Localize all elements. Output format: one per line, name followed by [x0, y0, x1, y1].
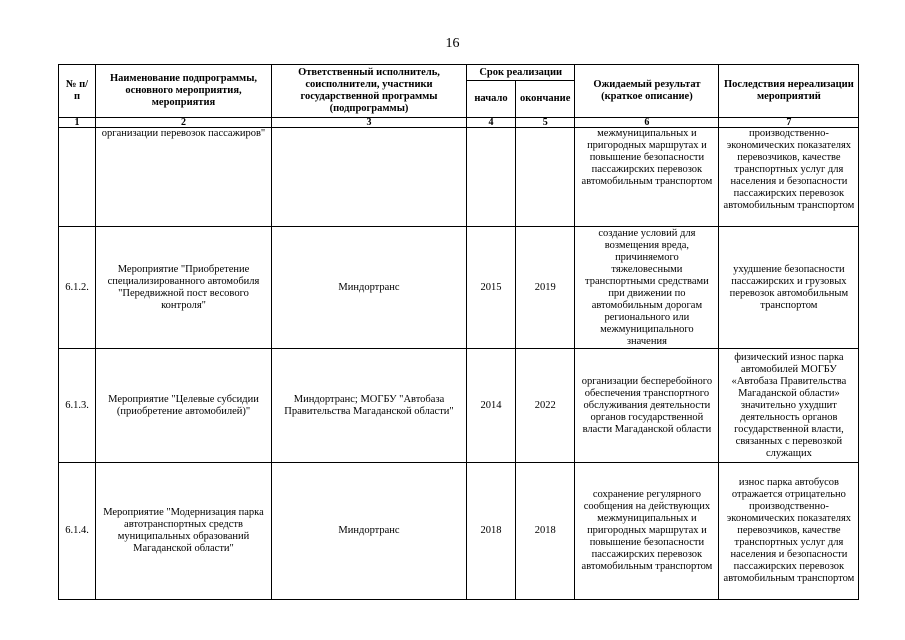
- row-end: 2022: [516, 349, 575, 463]
- row-executor: Миндортранс: [272, 463, 467, 600]
- row-name: Мероприятие "Приобретение специализированного автомобиля "Передвижной пост весового контроля": [96, 227, 272, 349]
- row-name: Мероприятие "Модернизация парка автотранспортных средств муниципальных образований Магаданской области": [96, 463, 272, 600]
- program-table: [58, 64, 859, 600]
- header-result: Ожидаемый результат (краткое описание): [575, 65, 719, 118]
- column-number: 3: [272, 118, 467, 128]
- row-num: [59, 128, 96, 227]
- row-num: 6.1.2.: [59, 227, 96, 349]
- column-number: 7: [719, 118, 859, 128]
- row-end: 2018: [516, 463, 575, 600]
- row-end: [516, 128, 575, 227]
- row-name: Мероприятие "Целевые субсидии (приобретение автомобилей)": [96, 349, 272, 463]
- row-num: 6.1.3.: [59, 349, 96, 463]
- row-result: межмуниципальных и пригородных маршрутах и повышение безопасности пассажирских перевозок автомобильным транспортом: [575, 128, 719, 227]
- row-start: 2014: [467, 349, 516, 463]
- page-number: 16: [445, 36, 460, 51]
- column-number: 1: [59, 118, 96, 128]
- row-start: [467, 128, 516, 227]
- row-start: 2018: [467, 463, 516, 600]
- row-start: 2015: [467, 227, 516, 349]
- column-number: 4: [467, 118, 516, 128]
- row-executor: [272, 128, 467, 227]
- header-consequences: Последствия нереализации мероприятий: [719, 65, 859, 118]
- row-consequences: физический износ парка автомобилей МОГБУ «Автобаза Правительства Магаданской области» значительно ухудшит деятельность органов государственной власти, связанных с перевозкой служащих: [719, 349, 859, 463]
- column-number: 6: [575, 118, 719, 128]
- row-executor: Миндортранс; МОГБУ "Автобаза Правительства Магаданской области": [272, 349, 467, 463]
- header-period: Срок реализации: [467, 65, 575, 81]
- table-row: [59, 227, 859, 349]
- header-start: начало: [467, 81, 516, 118]
- row-result: создание условий для возмещения вреда, причиняемого тяжеловесными транспортными средствами при движении по автомобильным дорогам регионального или межмуниципального значения: [575, 227, 719, 349]
- table-row: [59, 128, 859, 227]
- table-row: [59, 349, 859, 463]
- row-name: организации перевозок пассажиров": [96, 128, 272, 227]
- row-consequences: ухудшение безопасности пассажирских и грузовых перевозок автомобильным транспортом: [719, 227, 859, 349]
- header-end: окончание: [516, 81, 575, 118]
- row-end: 2019: [516, 227, 575, 349]
- row-num: 6.1.4.: [59, 463, 96, 600]
- row-consequences: производственно-экономических показателях перевозчиков, качестве транспортных услуг для населения и безопасности пассажирских перевозок автомобильным транспортом: [719, 128, 859, 227]
- row-executor: Миндортранс: [272, 227, 467, 349]
- column-number: 2: [96, 118, 272, 128]
- row-result: организации бесперебойного обеспечения транспортного обслуживания деятельности органов государственной власти Магаданской области: [575, 349, 719, 463]
- column-number: 5: [516, 118, 575, 128]
- row-result: сохранение регулярного сообщения на действующих межмуниципальных и пригородных маршрутах и повышение безопасности пассажирских перевозок автомобильным транспортом: [575, 463, 719, 600]
- header-executor: Ответственный исполнитель, соисполнители, участники государственной программы (подпрограммы): [272, 65, 467, 118]
- row-consequences: износ парка автобусов отражается отрицательно производственно-экономических показателях перевозчиков, качестве транспортных услуг для населения и безопасности пассажирских перевозок автомобильным транспортом: [719, 463, 859, 600]
- header-num: № п/п: [59, 65, 96, 118]
- header-name: Наименование подпрограммы, основного мероприятия, мероприятия: [96, 65, 272, 118]
- table-row: [59, 463, 859, 600]
